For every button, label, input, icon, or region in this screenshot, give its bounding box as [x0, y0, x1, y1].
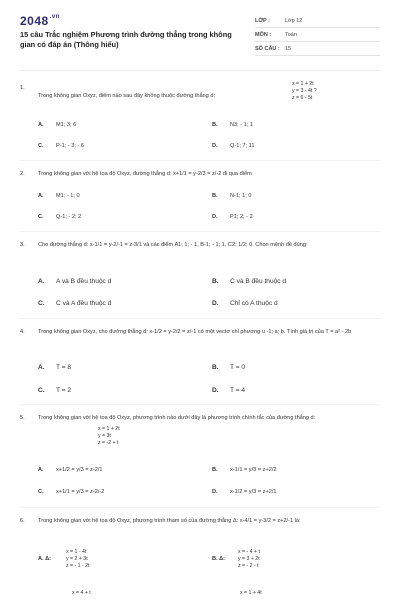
question-divider [20, 507, 380, 508]
meta-label: SỐ CÂU : [255, 46, 280, 52]
option-c[interactable] [38, 143, 84, 149]
option-a[interactable] [38, 122, 76, 128]
equation-line: y = 3t [98, 433, 111, 439]
equation-line: x = 1 + 2t [98, 426, 120, 432]
option-b[interactable] [212, 278, 286, 285]
equation-line: y = 3 + 2t [238, 556, 260, 562]
equation-line: z = 6 - 5t [292, 95, 313, 101]
option-text: x+1/2 = y/3 = z-2/1 [56, 467, 103, 473]
option-c[interactable] [38, 214, 81, 220]
option-text: N3; - 1; 1 [230, 122, 254, 128]
option-text: x-1/1 = y/3 = z+2/2 [230, 467, 277, 473]
question-text: Trong không gian với hệ tọa độ Oxyz, đường thẳng d: x+1/1 = y-2/3 = z/-2 đi qua điểm [38, 171, 252, 177]
equation-system [238, 549, 260, 570]
meta-value: 15 [285, 46, 292, 52]
option-letter: C. [38, 489, 44, 495]
question-number: 6. [20, 518, 25, 524]
option-text: x-1/2 = y/3 = z+2/1 [230, 489, 277, 495]
option-letter: A. [38, 467, 44, 473]
option-b[interactable] [212, 467, 277, 473]
option-letter: B. Δ: [212, 556, 226, 562]
option-text: Chỉ có A thuộc d [230, 300, 278, 307]
option-b[interactable] [212, 556, 240, 562]
meta-grade [255, 16, 380, 28]
option-text: T = 0 [230, 364, 246, 371]
equation-line: z = - 2 - t [238, 563, 259, 569]
meta-value: Toán [285, 32, 297, 38]
option-text: M1; 3; 6 [56, 122, 77, 128]
option-d[interactable] [212, 387, 245, 394]
option-d[interactable] [212, 300, 278, 307]
question-text: Trong không gian Oxyz, cho đường thẳng d: x-1/2 = y-2/2 = z/-1 có một vectơ chỉ phương u -1; a; b. Tính giá trị của T = a² - 2b [38, 329, 352, 335]
option-letter: A. [38, 364, 45, 371]
equation-line: x = 1 + 2t [292, 81, 314, 87]
option-letter: C. [38, 214, 44, 220]
meta-label: MÔN : [255, 32, 272, 38]
equation-line: x = 1 - 4t [66, 549, 87, 555]
option-text: T = 4 [230, 387, 246, 394]
option-letter: D. [212, 300, 219, 307]
site-logo[interactable] [20, 14, 60, 28]
meta-value: Lớp 12 [285, 18, 303, 24]
question-divider [20, 404, 380, 405]
option-text: P1; 2; - 2 [230, 214, 253, 220]
question-number: 1. [20, 85, 25, 91]
question-divider [20, 160, 380, 161]
question-number: 3. [20, 242, 25, 248]
option-text: N-1; 1; 0 [230, 193, 252, 199]
equation-line: z = -2 + t [98, 440, 119, 446]
equation-system [66, 549, 90, 570]
option-letter: C. [38, 387, 45, 394]
option-text: C và A đều thuộc d [56, 300, 112, 307]
option-letter: D. [212, 489, 218, 495]
question-text: Trong không gian với hệ tọa độ Oxyz, phương trình nào dưới đây là phương trình chính tắc của đường thẳng d: [38, 415, 316, 421]
option-letter: D. [212, 214, 218, 220]
option-letter: B. [212, 364, 219, 371]
option-letter: A. [38, 122, 44, 128]
option-letter: A. Δ: [38, 556, 52, 562]
option-text: Q-1; - 2; 2 [56, 214, 82, 220]
option-c[interactable] [38, 489, 104, 495]
option-text: x+1/1 = y/3 = z-2/-2 [56, 489, 105, 495]
option-text: T = 2 [56, 387, 72, 394]
question-text: Trong không gian Oxyz, điểm nào sau đây không thuộc đường thẳng d: [38, 93, 215, 99]
option-letter: D. [212, 387, 219, 394]
option-b[interactable] [212, 364, 245, 371]
option-d[interactable] [212, 214, 253, 220]
question-divider [20, 231, 380, 232]
question-number: 2. [20, 171, 25, 177]
option-a[interactable] [38, 556, 66, 562]
option-text: M1; - 1; 0 [56, 193, 80, 199]
option-letter: A. [38, 278, 45, 285]
option-letter: A. [38, 193, 44, 199]
option-letter: B. [212, 467, 218, 473]
option-a[interactable] [38, 193, 80, 199]
option-a[interactable] [38, 278, 111, 285]
option-letter: B. [212, 193, 218, 199]
option-letter: D. [212, 143, 218, 149]
option-b[interactable] [212, 193, 251, 199]
equation-line: y = 2 + 3t [66, 556, 88, 562]
meta-subject [255, 30, 380, 42]
option-d[interactable] [212, 489, 277, 495]
question-text: Cho đường thẳng d: x-1/1 = y-2/-1 = z-3/1 và các điểm A1; 1; - 1, B-1; - 1; 1, C2; 1/2; 0. Chọn mệnh đề đúng: [38, 242, 308, 248]
equation-system [292, 81, 317, 102]
option-a[interactable] [38, 364, 71, 371]
question-divider [20, 318, 380, 319]
option-letter: B. [212, 278, 219, 285]
option-text: T = 8 [56, 364, 72, 371]
option-d[interactable] [212, 143, 254, 149]
equation-line: z = - 1 - 2t [66, 563, 90, 569]
question-number: 4. [20, 329, 25, 335]
logo-text: 2048 [20, 14, 49, 28]
option-text: P-1; - 3; - 6 [56, 143, 84, 149]
logo-suffix: .vn [49, 14, 60, 20]
question-number: 5. [20, 415, 25, 421]
equation-line-partial: x = 4 + t [72, 590, 91, 596]
option-text: C và B đều thuộc d [230, 278, 287, 285]
option-letter: C. [38, 143, 44, 149]
meta-label: LỚP : [255, 18, 270, 24]
option-letter: B. [212, 122, 218, 128]
header-divider [20, 70, 380, 71]
option-b[interactable] [212, 122, 253, 128]
equation-line-partial: x = 1 + 4t [240, 590, 262, 596]
equation-system [98, 426, 120, 447]
option-c[interactable] [38, 387, 71, 394]
equation-line: y = 3 - 4t ? [292, 88, 317, 94]
option-text: Q-1; 7; 11 [230, 143, 255, 149]
equation-line: x = - 4 + t [238, 549, 260, 555]
option-text: A và B đều thuộc d [56, 278, 112, 285]
option-c[interactable] [38, 300, 111, 307]
page-title: 15 câu Trắc nghiệm Phương trình đường thẳng trong không gian có đáp án (Thông hiểu) [20, 30, 232, 49]
option-letter: C. [38, 300, 45, 307]
question-text: Trong không gian với hệ tọa độ Oxyz, phương trình tham số của đường thẳng Δ: x-4/1 = y-3/2 = z+2/-1 là: [38, 518, 301, 524]
option-a[interactable] [38, 467, 103, 473]
meta-question-count [255, 44, 380, 56]
